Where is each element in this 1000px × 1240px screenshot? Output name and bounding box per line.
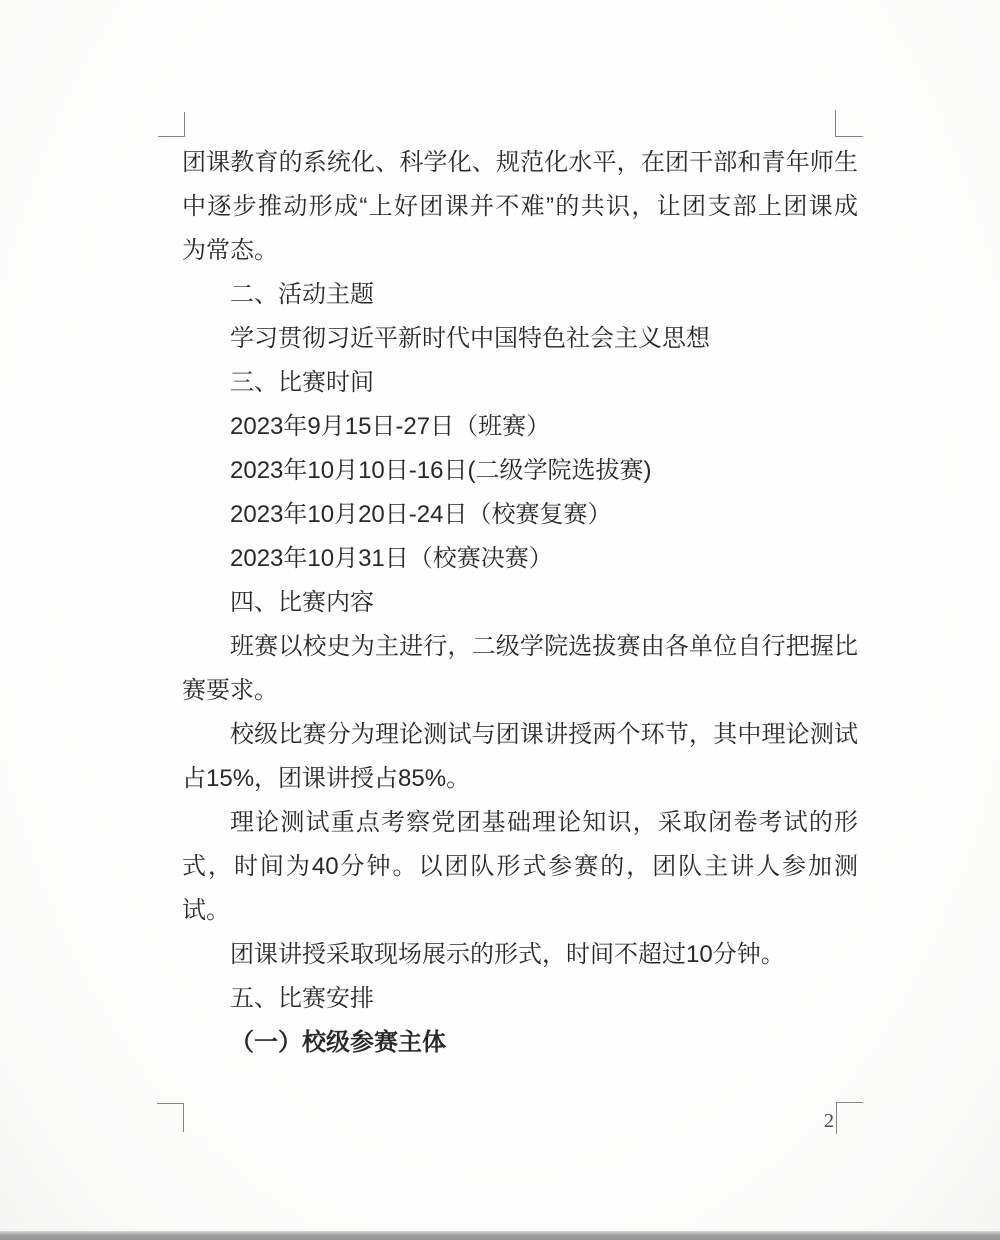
corner-mark-top-left-icon	[158, 112, 185, 137]
body-line: 班赛以校史为主进行，二级学院选拔赛由各单位自行把握比	[230, 633, 858, 660]
document-page-text	[182, 141, 858, 1065]
heading-competition-schedule: 五、比赛安排	[230, 985, 374, 1012]
subheading-school-level-participants: （一）校级参赛主体	[230, 1029, 446, 1056]
corner-mark-top-right-icon	[835, 110, 863, 137]
corner-mark-bottom-left-icon	[157, 1103, 184, 1132]
corner-mark-bottom-right-icon	[836, 1102, 863, 1134]
date-line: 2023年10月10日-16日(二级学院选拔赛)	[230, 457, 652, 484]
body-line: 团课教育的系统化、科学化、规范化水平，在团干部和青年师生	[182, 149, 858, 176]
heading-competition-time: 三、比赛时间	[230, 369, 374, 396]
photo-bottom-edge	[0, 1231, 1000, 1240]
heading-competition-content: 四、比赛内容	[230, 589, 374, 616]
page-number: 2	[824, 1110, 834, 1132]
body-line: 校级比赛分为理论测试与团课讲授两个环节，其中理论测试	[230, 721, 858, 748]
date-line: 2023年9月15日-27日（班赛）	[230, 413, 551, 440]
date-line: 2023年10月20日-24日（校赛复赛）	[230, 501, 612, 528]
body-line: 试。	[182, 897, 230, 924]
date-line: 2023年10月31日（校赛决赛）	[230, 545, 553, 572]
body-line: 赛要求。	[182, 677, 278, 704]
body-line: 团课讲授采取现场展示的形式，时间不超过10分钟。	[230, 941, 785, 968]
heading-activity-theme: 二、活动主题	[230, 281, 374, 308]
body-line: 占15%，团课讲授占85%。	[182, 765, 471, 792]
body-line: 理论测试重点考察党团基础理论知识，采取闭卷考试的形	[230, 809, 858, 836]
body-line: 学习贯彻习近平新时代中国特色社会主义思想	[230, 325, 710, 352]
body-line: 式，时间为40分钟。以团队形式参赛的，团队主讲人参加测	[182, 853, 858, 880]
body-line: 中逐步推动形成“上好团课并不难”的共识，让团支部上团课成	[182, 193, 858, 220]
body-line: 为常态。	[182, 237, 278, 264]
